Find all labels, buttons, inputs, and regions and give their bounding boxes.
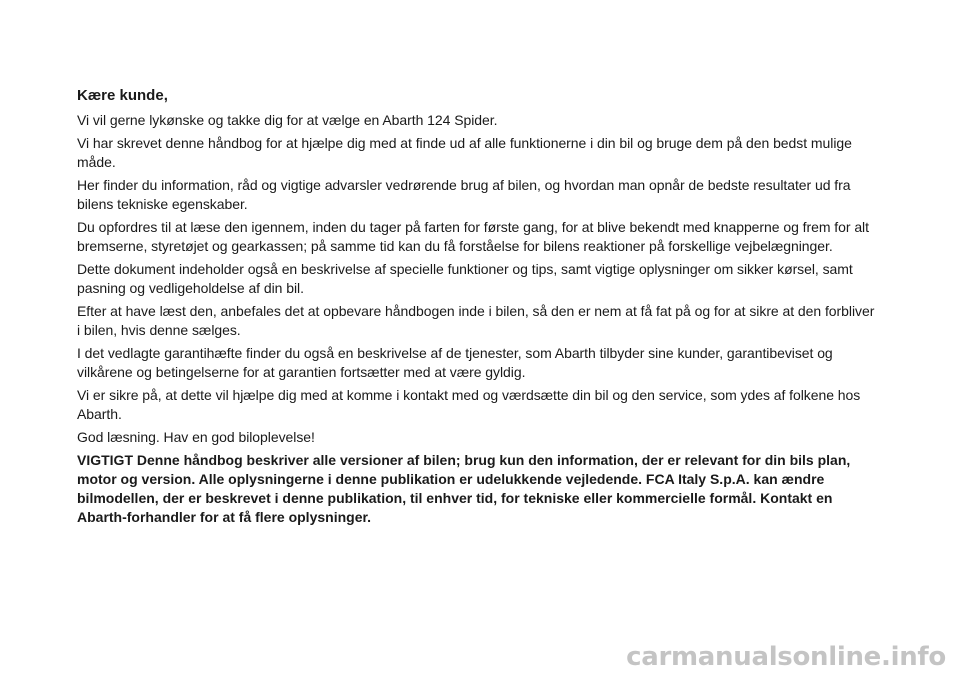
- paragraph-warranty: I det vedlagte garantihæfte finder du også en beskrivelse af de tjenester, som Abarth tilbyder sine kunder, garantibeviset og vilkårene og betingelserne for at garantien fortsætter med at være gyldig.: [77, 345, 833, 380]
- paragraph-purpose: Vi har skrevet denne håndbog for at hjælpe dig med at finde ud af alle funktionerne i din bil og bruge dem på den bedst mulige måde.: [77, 135, 852, 170]
- paragraph-abarth-service: Vi er sikre på, at dette vil hjælpe dig med at komme i kontakt med og værdsætte din bil og den service, som ydes af folkene hos Abarth.: [77, 387, 861, 422]
- document-page: [77, 86, 877, 527]
- paragraph-enjoy: God læsning. Hav en god biloplevelse!: [77, 429, 315, 445]
- important-notice: VIGTIGT Denne håndbog beskriver alle versioner af bilen; brug kun den information, der er relevant for din bils plan, motor og version. Alle oplysningerne i denne publikation er udelukkende vejledende. FCA Italy S.p.A. kan ændre bilmodellen, der er beskrevet i denne publikation, til enhver tid, for tekniske eller kommercielle formål. Kontakt en Abarth-forhandler for at få flere oplysninger.: [77, 452, 851, 525]
- paragraph-congratulations: Vi vil gerne lykønske og takke dig for at vælge en Abarth 124 Spider.: [77, 112, 498, 128]
- paragraph-read-before-driving: Du opfordres til at læse den igennem, inden du tager på farten for første gang, for at blive bekendt med knapperne og frem for alt bremserne, styretøjet og gearkassen; på samme tid kan du få forståelse for bilens reaktioner på forskellige vejbelægninger.: [77, 219, 869, 254]
- paragraph-keep-in-car: Efter at have læst den, anbefales det at opbevare håndbogen inde i bilen, så den er nem at få fat på og for at sikre at den forbliver i bilen, hvis denne sælges.: [77, 303, 875, 338]
- greeting-heading: Kære kunde,: [77, 87, 168, 104]
- paragraph-contents: Her finder du information, råd og vigtige advarsler vedrørende brug af bilen, og hvordan man opnår de bedste resultater ud fra bilens tekniske egenskaber.: [77, 177, 851, 212]
- paragraph-special-functions: Dette dokument indeholder også en beskrivelse af specielle funktioner og tips, samt vigtige oplysninger om sikker kørsel, samt pasning og vedligeholdelse af din bil.: [77, 261, 853, 296]
- site-watermark: carmanualsonline.info: [626, 642, 946, 672]
